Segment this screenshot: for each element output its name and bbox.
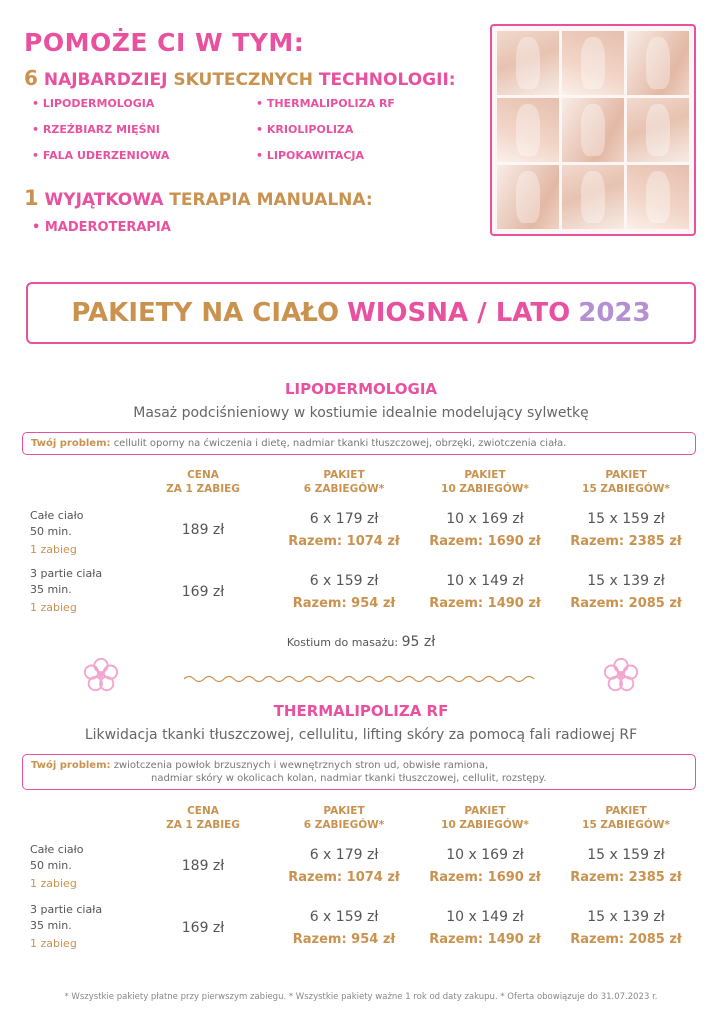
row-label-area: Całe ciało [30,843,84,856]
problem-text: nadmiar skóry w okolicach kolan, nadmiar tkanki tłuszczowej, cellulit, rozstępy. [151,773,547,784]
column-header-line: ZA 1 ZABIEG [166,819,240,831]
packages-banner [26,282,696,344]
technology-item: • LIPODERMOLOGIA [32,97,154,110]
package-price [269,510,419,552]
column-header-line: PAKIET [464,469,506,481]
column-header-line: CENA [187,469,219,481]
row-label-area: 3 partie ciała [30,903,103,916]
package-price [410,846,560,888]
column-header-line: 6 ZABIEGÓW* [303,819,385,831]
package-total: Razem: 954 zł [292,596,396,611]
body-photo [627,98,689,162]
row-label-count: 1 zabieg [30,937,77,950]
column-header-line: PAKIET [323,805,365,817]
manual-therapy-title-word-2: TERAPIA MANUALNA: [169,190,373,210]
problem-label: Twój problem: [31,438,111,449]
technology-item: • THERMALIPOLIZA RF [256,97,395,110]
column-header [269,468,419,496]
section-title: LIPODERMOLOGIA [284,380,438,398]
column-header-line: 15 ZABIEGÓW* [582,819,670,831]
section-subtitle: Masaż podciśnieniowy w kostiumie idealnie modelujący sylwetkę [133,405,589,421]
technology-item: • RZEŹBIARZ MIĘŚNI [32,123,160,136]
column-header-line: PAKIET [464,805,506,817]
package-price [551,908,701,950]
package-unit-price: 15 x 159 zł [587,511,665,527]
body-photo [627,31,689,95]
column-header-line: 10 ZABIEGÓW* [441,819,529,831]
package-total: Razem: 1690 zł [429,870,541,885]
technologies-title-word-1: NAJBARDZIEJ [43,70,168,90]
row-label-area: 3 partie ciała [30,567,103,580]
wavy-divider [184,674,538,684]
column-header-line: ZA 1 ZABIEG [166,483,240,495]
package-price [410,572,560,614]
package-total: Razem: 1690 zł [429,534,541,549]
row-label [30,508,84,558]
problem-box [22,432,696,455]
package-price [269,908,419,950]
technology-item: • FALA UDERZENIOWA [32,149,169,162]
column-header [551,804,701,832]
help-title: POMOŻE CI W TYM: [24,28,305,57]
package-price [410,510,560,552]
package-total: Razem: 954 zł [292,932,396,947]
technologies-title-word-2: SKUTECZNYCH [173,70,313,90]
package-unit-price: 6 x 179 zł [309,847,379,863]
row-label [30,842,84,892]
technology-item: • LIPOKAWITACJA [256,149,364,162]
row-label-count: 1 zabieg [30,601,77,614]
package-unit-price: 6 x 179 zł [309,511,379,527]
row-label-duration: 35 min. [30,919,72,932]
package-unit-price: 10 x 169 zł [446,847,524,863]
package-total: Razem: 2385 zł [570,870,682,885]
row-label [30,902,102,952]
column-header [269,804,419,832]
package-price [551,510,701,552]
single-price: 189 zł [181,858,225,874]
body-photo [497,165,559,229]
problem-text: zwiotczenia powłok brzusznych i wewnętrznych stron ud, obwisłe ramiona, [113,760,489,771]
technologies-title [24,66,456,90]
column-header [410,468,560,496]
manual-therapy-count: 1 [24,186,39,210]
package-unit-price: 6 x 159 zł [309,909,379,925]
package-unit-price: 15 x 139 zł [587,909,665,925]
column-header [128,804,278,832]
row-label-duration: 50 min. [30,525,72,538]
column-header-line: 10 ZABIEGÓW* [441,483,529,495]
column-header-line: PAKIET [605,805,647,817]
body-photo [562,31,624,95]
column-header [128,468,278,496]
body-photo [562,98,624,162]
package-price [410,908,560,950]
costume-price-note [0,634,722,650]
row-label-area: Całe ciało [30,509,84,522]
package-unit-price: 10 x 149 zł [446,573,524,589]
footnote: * Wszystkie pakiety płatne przy pierwszym zabiegu. * Wszystkie pakiety ważne 1 rok od daty zakupu. * Oferta obowiązuje do 31.07.2023 r. [64,992,658,1002]
column-header-line: CENA [187,805,219,817]
package-unit-price: 6 x 159 zł [309,573,379,589]
package-unit-price: 10 x 149 zł [446,909,524,925]
problem-text: cellulit oporny na ćwiczenia i dietę, nadmiar tkanki tłuszczowej, obrzęki, zwiotczenia ciała. [113,438,567,449]
package-price [269,572,419,614]
row-label-duration: 50 min. [30,859,72,872]
manual-therapy-item: • MADEROTERAPIA [32,220,171,235]
body-photo [497,31,559,95]
section-title: THERMALIPOLIZA RF [273,702,449,720]
body-photo [627,165,689,229]
technologies-title-word-3: TECHNOLOGII: [318,70,456,90]
row-label-count: 1 zabieg [30,543,77,556]
row-label-count: 1 zabieg [30,877,77,890]
costume-label: Kostium do masażu: [286,636,399,649]
row-label-duration: 35 min. [30,583,72,596]
package-total: Razem: 2085 zł [570,596,682,611]
package-price [269,846,419,888]
technologies-count: 6 [24,66,38,90]
package-unit-price: 15 x 159 zł [587,847,665,863]
single-price: 169 zł [181,584,225,600]
banner-year: 2023 [578,298,651,328]
body-photo [562,165,624,229]
package-unit-price: 15 x 139 zł [587,573,665,589]
body-photo [497,98,559,162]
package-total: Razem: 2085 zł [570,932,682,947]
costume-price: 95 zł [401,634,436,650]
problem-label: Twój problem: [31,760,111,771]
row-label [30,566,102,616]
package-total: Razem: 1490 zł [429,932,541,947]
package-price [551,846,701,888]
package-price [551,572,701,614]
problem-box [22,754,696,790]
package-total: Razem: 2385 zł [570,534,682,549]
manual-therapy-title [24,186,373,210]
column-header-line: 6 ZABIEGÓW* [303,483,385,495]
package-unit-price: 10 x 169 zł [446,511,524,527]
package-total: Razem: 1074 zł [288,870,400,885]
flower-icon [602,656,640,694]
package-total: Razem: 1074 zł [288,534,400,549]
section-subtitle: Likwidacja tkanki tłuszczowej, cellulitu, lifting skóry za pomocą fali radiowej RF [84,727,638,743]
single-price: 189 zł [181,522,225,538]
column-header-line: PAKIET [605,469,647,481]
flower-icon [82,656,120,694]
column-header [551,468,701,496]
manual-therapy-title-word-1: WYJĄTKOWA [44,190,164,210]
banner-title: PAKIETY NA CIAŁO [71,298,340,328]
single-price: 169 zł [181,920,225,936]
technology-item: • KRIOLIPOLIZA [256,123,353,136]
body-photo-collage [490,24,696,236]
banner-season: WIOSNA / LATO [347,298,571,328]
package-total: Razem: 1490 zł [429,596,541,611]
column-header-line: 15 ZABIEGÓW* [582,483,670,495]
column-header-line: PAKIET [323,469,365,481]
column-header [410,804,560,832]
